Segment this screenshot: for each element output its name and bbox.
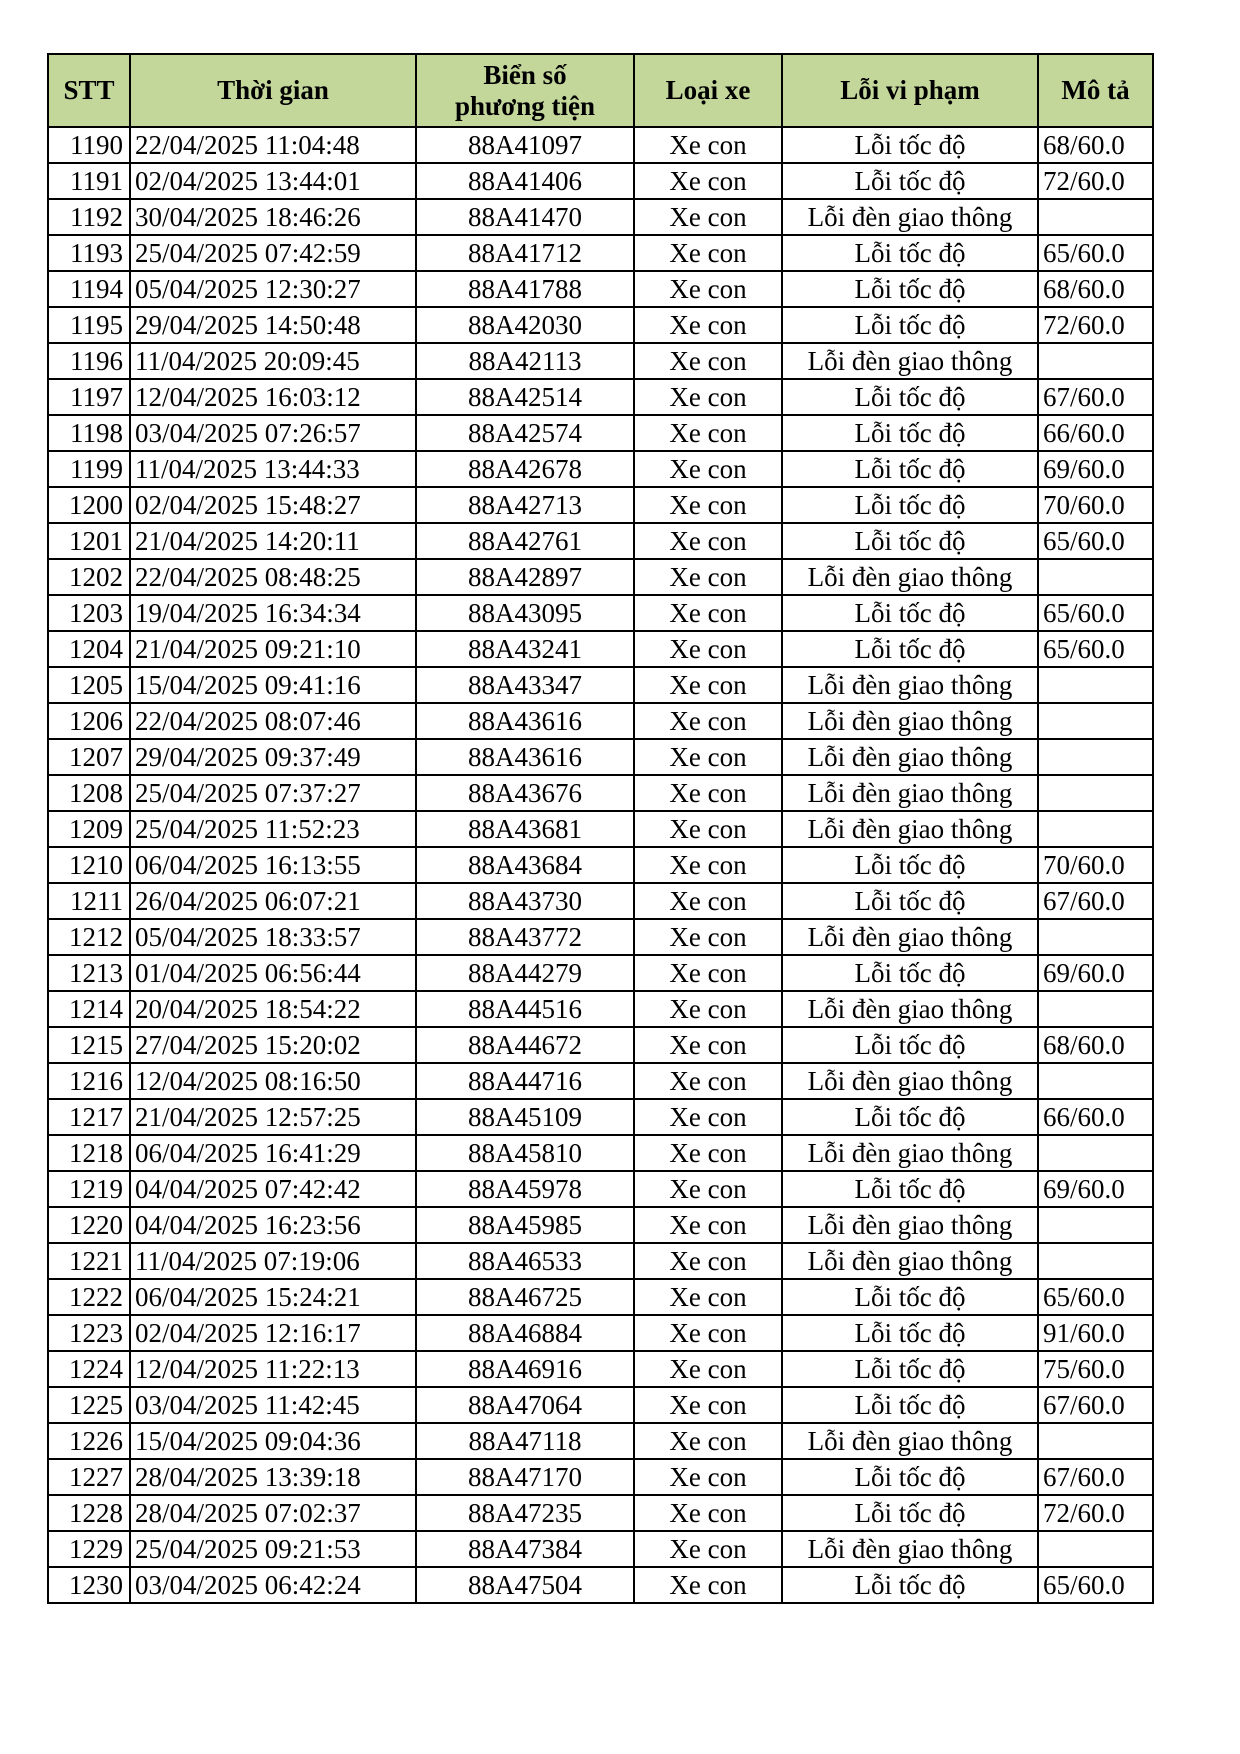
cell-time: 28/04/2025 07:02:37 [130, 1495, 416, 1531]
cell-description: 65/60.0 [1038, 595, 1153, 631]
cell-violation: Lỗi đèn giao thông [782, 559, 1038, 595]
cell-description: 68/60.0 [1038, 271, 1153, 307]
cell-description: 67/60.0 [1038, 379, 1153, 415]
cell-stt: 1220 [48, 1207, 130, 1243]
table-row [48, 631, 1153, 667]
cell-description [1038, 559, 1153, 595]
cell-violation: Lỗi đèn giao thông [782, 667, 1038, 703]
header-row [48, 54, 1153, 127]
cell-type: Xe con [634, 919, 782, 955]
table-row [48, 379, 1153, 415]
cell-time: 20/04/2025 18:54:22 [130, 991, 416, 1027]
cell-description [1038, 1135, 1153, 1171]
cell-description [1038, 343, 1153, 379]
cell-plate: 88A43347 [416, 667, 634, 703]
cell-stt: 1197 [48, 379, 130, 415]
cell-stt: 1200 [48, 487, 130, 523]
cell-stt: 1216 [48, 1063, 130, 1099]
table-row [48, 1567, 1153, 1603]
cell-violation: Lỗi đèn giao thông [782, 1423, 1038, 1459]
cell-plate: 88A43676 [416, 775, 634, 811]
cell-description: 72/60.0 [1038, 307, 1153, 343]
cell-plate: 88A42897 [416, 559, 634, 595]
cell-stt: 1227 [48, 1459, 130, 1495]
cell-description [1038, 919, 1153, 955]
cell-plate: 88A43616 [416, 703, 634, 739]
cell-time: 06/04/2025 16:41:29 [130, 1135, 416, 1171]
cell-plate: 88A47384 [416, 1531, 634, 1567]
cell-plate: 88A41788 [416, 271, 634, 307]
cell-time: 21/04/2025 09:21:10 [130, 631, 416, 667]
cell-violation: Lỗi đèn giao thông [782, 919, 1038, 955]
cell-description [1038, 1207, 1153, 1243]
cell-type: Xe con [634, 1567, 782, 1603]
table-row [48, 667, 1153, 703]
table-row [48, 1387, 1153, 1423]
cell-plate: 88A43684 [416, 847, 634, 883]
cell-plate: 88A45810 [416, 1135, 634, 1171]
cell-stt: 1223 [48, 1315, 130, 1351]
cell-type: Xe con [634, 631, 782, 667]
cell-time: 25/04/2025 11:52:23 [130, 811, 416, 847]
cell-plate: 88A46884 [416, 1315, 634, 1351]
cell-type: Xe con [634, 847, 782, 883]
cell-violation: Lỗi tốc độ [782, 127, 1038, 163]
cell-type: Xe con [634, 307, 782, 343]
cell-violation: Lỗi đèn giao thông [782, 1243, 1038, 1279]
cell-stt: 1191 [48, 163, 130, 199]
cell-time: 11/04/2025 13:44:33 [130, 451, 416, 487]
cell-violation: Lỗi đèn giao thông [782, 1063, 1038, 1099]
cell-plate: 88A43616 [416, 739, 634, 775]
cell-description: 75/60.0 [1038, 1351, 1153, 1387]
cell-description: 69/60.0 [1038, 451, 1153, 487]
cell-type: Xe con [634, 667, 782, 703]
table-row [48, 307, 1153, 343]
cell-type: Xe con [634, 595, 782, 631]
cell-time: 11/04/2025 07:19:06 [130, 1243, 416, 1279]
cell-violation: Lỗi tốc độ [782, 523, 1038, 559]
cell-stt: 1202 [48, 559, 130, 595]
cell-plate: 88A47170 [416, 1459, 634, 1495]
cell-time: 01/04/2025 06:56:44 [130, 955, 416, 991]
header-plate [416, 54, 634, 127]
cell-plate: 88A43241 [416, 631, 634, 667]
table-row [48, 919, 1153, 955]
cell-type: Xe con [634, 163, 782, 199]
header-time: Thời gian [130, 54, 416, 127]
cell-violation: Lỗi tốc độ [782, 235, 1038, 271]
cell-description: 72/60.0 [1038, 1495, 1153, 1531]
cell-plate: 88A42713 [416, 487, 634, 523]
cell-type: Xe con [634, 1279, 782, 1315]
cell-time: 30/04/2025 18:46:26 [130, 199, 416, 235]
cell-description: 70/60.0 [1038, 487, 1153, 523]
cell-time: 21/04/2025 14:20:11 [130, 523, 416, 559]
table-row [48, 775, 1153, 811]
cell-stt: 1203 [48, 595, 130, 631]
cell-plate: 88A45109 [416, 1099, 634, 1135]
cell-plate: 88A47118 [416, 1423, 634, 1459]
cell-description [1038, 1243, 1153, 1279]
cell-stt: 1219 [48, 1171, 130, 1207]
cell-time: 02/04/2025 12:16:17 [130, 1315, 416, 1351]
violations-table [47, 53, 1154, 1604]
cell-stt: 1217 [48, 1099, 130, 1135]
cell-type: Xe con [634, 523, 782, 559]
cell-description: 68/60.0 [1038, 1027, 1153, 1063]
table-row [48, 1171, 1153, 1207]
table-body [48, 127, 1153, 1603]
table-row [48, 487, 1153, 523]
cell-stt: 1211 [48, 883, 130, 919]
table-row [48, 1495, 1153, 1531]
cell-plate: 88A44672 [416, 1027, 634, 1063]
cell-stt: 1206 [48, 703, 130, 739]
table-row [48, 991, 1153, 1027]
cell-plate: 88A42030 [416, 307, 634, 343]
cell-plate: 88A44716 [416, 1063, 634, 1099]
table-row [48, 1135, 1153, 1171]
cell-time: 03/04/2025 06:42:24 [130, 1567, 416, 1603]
cell-description: 65/60.0 [1038, 1279, 1153, 1315]
table-row [48, 451, 1153, 487]
cell-time: 03/04/2025 07:26:57 [130, 415, 416, 451]
cell-type: Xe con [634, 127, 782, 163]
table-row [48, 739, 1153, 775]
cell-type: Xe con [634, 1171, 782, 1207]
header-violation: Lỗi vi phạm [782, 54, 1038, 127]
cell-description: 66/60.0 [1038, 415, 1153, 451]
cell-description: 69/60.0 [1038, 955, 1153, 991]
cell-time: 25/04/2025 07:37:27 [130, 775, 416, 811]
cell-plate: 88A42574 [416, 415, 634, 451]
cell-time: 25/04/2025 09:21:53 [130, 1531, 416, 1567]
table-row [48, 127, 1153, 163]
cell-violation: Lỗi tốc độ [782, 1351, 1038, 1387]
table-row [48, 199, 1153, 235]
table-row [48, 1207, 1153, 1243]
cell-violation: Lỗi đèn giao thông [782, 1207, 1038, 1243]
cell-stt: 1204 [48, 631, 130, 667]
table-row [48, 1027, 1153, 1063]
cell-time: 06/04/2025 16:13:55 [130, 847, 416, 883]
cell-stt: 1226 [48, 1423, 130, 1459]
cell-violation: Lỗi đèn giao thông [782, 199, 1038, 235]
table-row [48, 559, 1153, 595]
cell-time: 05/04/2025 18:33:57 [130, 919, 416, 955]
cell-plate: 88A42678 [416, 451, 634, 487]
cell-stt: 1221 [48, 1243, 130, 1279]
cell-violation: Lỗi tốc độ [782, 1171, 1038, 1207]
cell-plate: 88A41406 [416, 163, 634, 199]
table-row [48, 1351, 1153, 1387]
cell-time: 11/04/2025 20:09:45 [130, 343, 416, 379]
cell-type: Xe con [634, 1387, 782, 1423]
cell-plate: 88A41712 [416, 235, 634, 271]
cell-violation: Lỗi tốc độ [782, 487, 1038, 523]
cell-plate: 88A46533 [416, 1243, 634, 1279]
cell-plate: 88A42514 [416, 379, 634, 415]
cell-description: 65/60.0 [1038, 1567, 1153, 1603]
cell-violation: Lỗi tốc độ [782, 307, 1038, 343]
cell-stt: 1193 [48, 235, 130, 271]
cell-description [1038, 775, 1153, 811]
cell-violation: Lỗi đèn giao thông [782, 775, 1038, 811]
cell-description [1038, 199, 1153, 235]
cell-time: 05/04/2025 12:30:27 [130, 271, 416, 307]
cell-description: 67/60.0 [1038, 883, 1153, 919]
cell-violation: Lỗi tốc độ [782, 1387, 1038, 1423]
cell-stt: 1192 [48, 199, 130, 235]
cell-violation: Lỗi tốc độ [782, 595, 1038, 631]
table-row [48, 1531, 1153, 1567]
table-row [48, 811, 1153, 847]
cell-violation: Lỗi đèn giao thông [782, 1531, 1038, 1567]
cell-type: Xe con [634, 199, 782, 235]
cell-stt: 1194 [48, 271, 130, 307]
header-plate-line2: phương tiện [455, 90, 595, 121]
cell-violation: Lỗi tốc độ [782, 883, 1038, 919]
cell-violation: Lỗi tốc độ [782, 1567, 1038, 1603]
cell-description [1038, 811, 1153, 847]
cell-stt: 1207 [48, 739, 130, 775]
table-row [48, 343, 1153, 379]
cell-time: 22/04/2025 11:04:48 [130, 127, 416, 163]
cell-description: 65/60.0 [1038, 235, 1153, 271]
cell-time: 21/04/2025 12:57:25 [130, 1099, 416, 1135]
cell-stt: 1224 [48, 1351, 130, 1387]
cell-violation: Lỗi tốc độ [782, 163, 1038, 199]
cell-plate: 88A47504 [416, 1567, 634, 1603]
cell-time: 29/04/2025 14:50:48 [130, 307, 416, 343]
header-type: Loại xe [634, 54, 782, 127]
cell-violation: Lỗi đèn giao thông [782, 991, 1038, 1027]
table-row [48, 163, 1153, 199]
cell-description: 69/60.0 [1038, 1171, 1153, 1207]
cell-time: 06/04/2025 15:24:21 [130, 1279, 416, 1315]
cell-violation: Lỗi đèn giao thông [782, 703, 1038, 739]
cell-description [1038, 1531, 1153, 1567]
cell-time: 28/04/2025 13:39:18 [130, 1459, 416, 1495]
cell-type: Xe con [634, 1459, 782, 1495]
cell-stt: 1196 [48, 343, 130, 379]
cell-description: 72/60.0 [1038, 163, 1153, 199]
cell-type: Xe con [634, 1243, 782, 1279]
cell-violation: Lỗi tốc độ [782, 1027, 1038, 1063]
cell-stt: 1212 [48, 919, 130, 955]
cell-description [1038, 1423, 1153, 1459]
cell-type: Xe con [634, 1315, 782, 1351]
cell-stt: 1225 [48, 1387, 130, 1423]
cell-time: 04/04/2025 07:42:42 [130, 1171, 416, 1207]
cell-type: Xe con [634, 1099, 782, 1135]
cell-violation: Lỗi tốc độ [782, 1099, 1038, 1135]
cell-plate: 88A47064 [416, 1387, 634, 1423]
cell-time: 22/04/2025 08:48:25 [130, 559, 416, 595]
header-stt: STT [48, 54, 130, 127]
cell-time: 15/04/2025 09:04:36 [130, 1423, 416, 1459]
cell-stt: 1222 [48, 1279, 130, 1315]
cell-stt: 1214 [48, 991, 130, 1027]
cell-stt: 1215 [48, 1027, 130, 1063]
cell-violation: Lỗi đèn giao thông [782, 739, 1038, 775]
cell-time: 29/04/2025 09:37:49 [130, 739, 416, 775]
cell-violation: Lỗi tốc độ [782, 1279, 1038, 1315]
cell-description [1038, 667, 1153, 703]
cell-plate: 88A42761 [416, 523, 634, 559]
cell-type: Xe con [634, 235, 782, 271]
cell-type: Xe con [634, 415, 782, 451]
cell-time: 12/04/2025 16:03:12 [130, 379, 416, 415]
cell-time: 12/04/2025 08:16:50 [130, 1063, 416, 1099]
header-description: Mô tả [1038, 54, 1153, 127]
cell-description: 68/60.0 [1038, 127, 1153, 163]
cell-plate: 88A47235 [416, 1495, 634, 1531]
table-row [48, 1459, 1153, 1495]
header-plate-line1: Biển số [483, 59, 567, 90]
cell-time: 04/04/2025 16:23:56 [130, 1207, 416, 1243]
cell-plate: 88A44516 [416, 991, 634, 1027]
cell-stt: 1210 [48, 847, 130, 883]
cell-description [1038, 1063, 1153, 1099]
cell-time: 12/04/2025 11:22:13 [130, 1351, 416, 1387]
cell-type: Xe con [634, 1423, 782, 1459]
table-row [48, 847, 1153, 883]
cell-type: Xe con [634, 1135, 782, 1171]
cell-stt: 1218 [48, 1135, 130, 1171]
cell-description: 65/60.0 [1038, 631, 1153, 667]
cell-stt: 1230 [48, 1567, 130, 1603]
cell-type: Xe con [634, 487, 782, 523]
cell-plate: 88A43095 [416, 595, 634, 631]
cell-plate: 88A43772 [416, 919, 634, 955]
cell-time: 02/04/2025 13:44:01 [130, 163, 416, 199]
cell-type: Xe con [634, 343, 782, 379]
cell-type: Xe con [634, 883, 782, 919]
cell-type: Xe con [634, 379, 782, 415]
cell-plate: 88A44279 [416, 955, 634, 991]
cell-type: Xe con [634, 703, 782, 739]
cell-type: Xe con [634, 1063, 782, 1099]
cell-stt: 1213 [48, 955, 130, 991]
cell-time: 15/04/2025 09:41:16 [130, 667, 416, 703]
cell-plate: 88A41097 [416, 127, 634, 163]
cell-description: 67/60.0 [1038, 1387, 1153, 1423]
cell-stt: 1205 [48, 667, 130, 703]
table-row [48, 1279, 1153, 1315]
cell-time: 02/04/2025 15:48:27 [130, 487, 416, 523]
cell-plate: 88A45985 [416, 1207, 634, 1243]
cell-plate: 88A41470 [416, 199, 634, 235]
table-row [48, 415, 1153, 451]
cell-type: Xe con [634, 271, 782, 307]
cell-description [1038, 703, 1153, 739]
cell-time: 03/04/2025 11:42:45 [130, 1387, 416, 1423]
cell-type: Xe con [634, 1027, 782, 1063]
table-row [48, 883, 1153, 919]
cell-stt: 1229 [48, 1531, 130, 1567]
table-row [48, 1315, 1153, 1351]
cell-type: Xe con [634, 811, 782, 847]
cell-violation: Lỗi tốc độ [782, 955, 1038, 991]
cell-plate: 88A46916 [416, 1351, 634, 1387]
cell-type: Xe con [634, 451, 782, 487]
cell-type: Xe con [634, 1531, 782, 1567]
table-row [48, 1063, 1153, 1099]
cell-stt: 1190 [48, 127, 130, 163]
cell-plate: 88A43730 [416, 883, 634, 919]
cell-stt: 1208 [48, 775, 130, 811]
cell-violation: Lỗi tốc độ [782, 847, 1038, 883]
cell-time: 19/04/2025 16:34:34 [130, 595, 416, 631]
table-row [48, 271, 1153, 307]
cell-violation: Lỗi tốc độ [782, 415, 1038, 451]
cell-type: Xe con [634, 559, 782, 595]
cell-stt: 1199 [48, 451, 130, 487]
table-row [48, 1423, 1153, 1459]
cell-violation: Lỗi tốc độ [782, 1459, 1038, 1495]
cell-type: Xe con [634, 1495, 782, 1531]
table-row [48, 703, 1153, 739]
cell-time: 26/04/2025 06:07:21 [130, 883, 416, 919]
cell-description: 67/60.0 [1038, 1459, 1153, 1495]
cell-stt: 1201 [48, 523, 130, 559]
cell-type: Xe con [634, 955, 782, 991]
cell-violation: Lỗi tốc độ [782, 271, 1038, 307]
cell-violation: Lỗi tốc độ [782, 1315, 1038, 1351]
cell-violation: Lỗi đèn giao thông [782, 343, 1038, 379]
cell-violation: Lỗi tốc độ [782, 631, 1038, 667]
cell-stt: 1195 [48, 307, 130, 343]
cell-description: 91/60.0 [1038, 1315, 1153, 1351]
cell-description: 65/60.0 [1038, 523, 1153, 559]
cell-description: 70/60.0 [1038, 847, 1153, 883]
cell-stt: 1228 [48, 1495, 130, 1531]
table-row [48, 523, 1153, 559]
cell-stt: 1209 [48, 811, 130, 847]
cell-plate: 88A42113 [416, 343, 634, 379]
table-row [48, 595, 1153, 631]
cell-description [1038, 991, 1153, 1027]
table-row [48, 1243, 1153, 1279]
cell-violation: Lỗi đèn giao thông [782, 1135, 1038, 1171]
cell-type: Xe con [634, 1207, 782, 1243]
table-row [48, 955, 1153, 991]
cell-type: Xe con [634, 739, 782, 775]
cell-violation: Lỗi tốc độ [782, 1495, 1038, 1531]
cell-time: 27/04/2025 15:20:02 [130, 1027, 416, 1063]
table-row [48, 235, 1153, 271]
cell-description [1038, 739, 1153, 775]
cell-violation: Lỗi tốc độ [782, 451, 1038, 487]
cell-stt: 1198 [48, 415, 130, 451]
cell-type: Xe con [634, 991, 782, 1027]
cell-type: Xe con [634, 1351, 782, 1387]
cell-time: 22/04/2025 08:07:46 [130, 703, 416, 739]
cell-plate: 88A46725 [416, 1279, 634, 1315]
cell-violation: Lỗi đèn giao thông [782, 811, 1038, 847]
cell-description: 66/60.0 [1038, 1099, 1153, 1135]
cell-type: Xe con [634, 775, 782, 811]
cell-plate: 88A45978 [416, 1171, 634, 1207]
cell-plate: 88A43681 [416, 811, 634, 847]
table-row [48, 1099, 1153, 1135]
cell-time: 25/04/2025 07:42:59 [130, 235, 416, 271]
cell-violation: Lỗi tốc độ [782, 379, 1038, 415]
